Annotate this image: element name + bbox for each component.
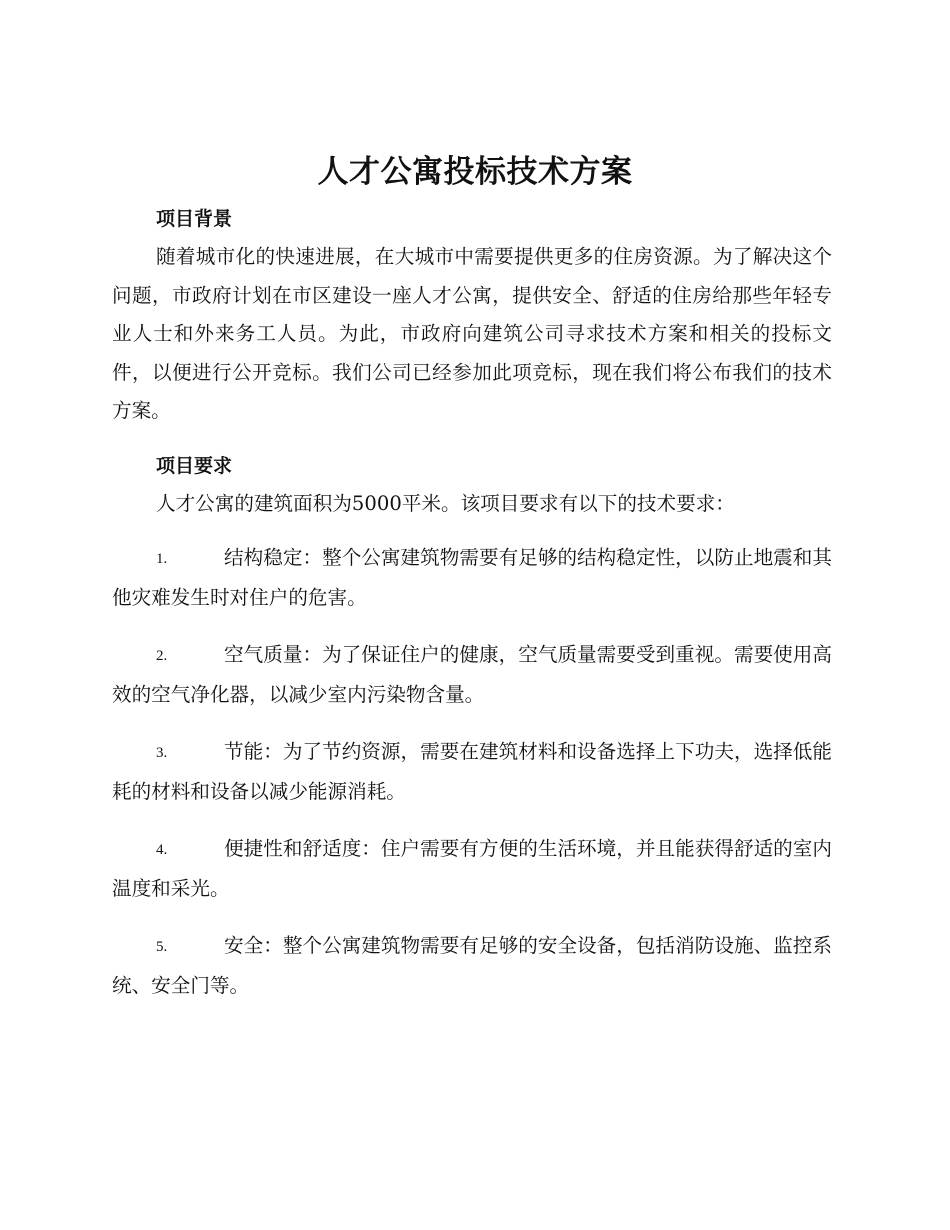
requirement-item xyxy=(112,927,832,1005)
requirement-number: 4. xyxy=(156,842,168,858)
requirement-text: 便捷性和舒适度：住户需要有方便的生活环境，并且能获得舒适的室内温度和采光。 xyxy=(112,837,832,900)
requirement-text: 结构稳定：整个公寓建筑物需要有足够的结构稳定性，以防止地震和其他灾难发生时对住户的危害。 xyxy=(112,546,832,609)
requirements-intro: 人才公寓的建筑面积为5000平米。该项目要求有以下的技术要求： xyxy=(156,491,735,515)
requirements-list xyxy=(112,539,832,1005)
document-title: 人才公寓投标技术方案 xyxy=(317,154,633,190)
requirement-number: 3. xyxy=(156,745,168,761)
requirement-text: 空气质量：为了保证住户的健康，空气质量需要受到重视。需要使用高效的空气净化器，以减少室内污染物含量。 xyxy=(112,643,832,706)
requirement-item xyxy=(112,830,832,908)
section-heading-background: 项目背景 xyxy=(156,208,233,230)
section-heading-requirements: 项目要求 xyxy=(156,454,233,477)
requirement-item xyxy=(112,539,832,617)
background-paragraph: 随着城市化的快速进展，在大城市中需要提供更多的住房资源。为了解决这个问题，市政府计划在市区建设一座人才公寓，提供安全、舒适的住房给那些年轻专业人士和外来务工人员。为此，市政府向建筑公司寻求技术方案和相关的投标文件，以便进行公开竞标。我们公司已经参加此项竞标，现在我们将公布我们的技术方案。 xyxy=(112,245,832,422)
requirement-text: 节能：为了节约资源，需要在建筑材料和设备选择上下功夫，选择低能耗的材料和设备以减少能源消耗。 xyxy=(112,740,832,803)
requirement-item xyxy=(112,636,832,714)
requirement-text: 安全：整个公寓建筑物需要有足够的安全设备，包括消防设施、监控系统、安全门等。 xyxy=(112,934,832,997)
requirement-item xyxy=(112,733,832,811)
document-body xyxy=(112,200,832,1005)
requirement-number: 1. xyxy=(156,551,168,567)
requirement-number: 2. xyxy=(156,648,168,664)
requirement-number: 5. xyxy=(156,939,168,955)
